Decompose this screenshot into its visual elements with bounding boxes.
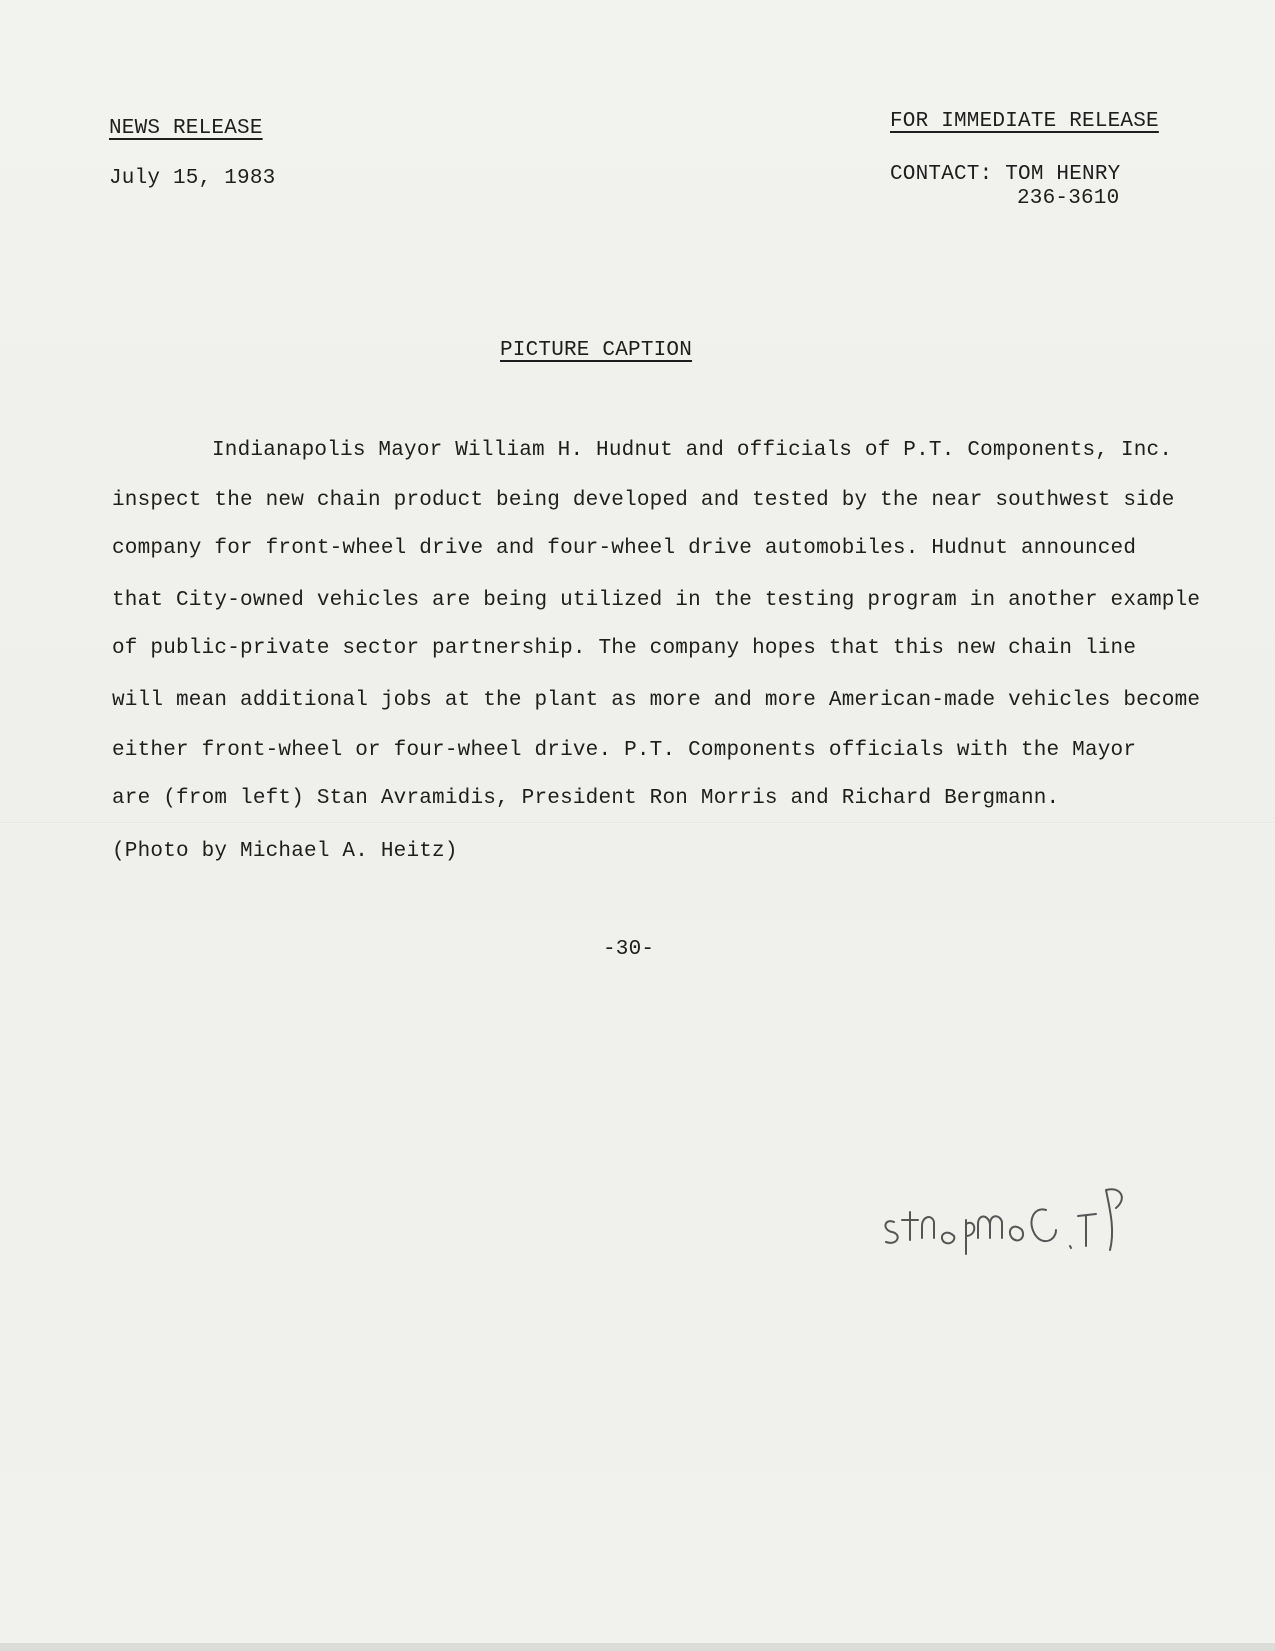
- handwritten-note: [810, 1150, 1140, 1270]
- paper-fold-line: [0, 822, 1275, 824]
- contact-name: CONTACT: TOM HENRY: [890, 163, 1121, 186]
- immediate-release-label: FOR IMMEDIATE RELEASE: [890, 110, 1159, 133]
- body-line: inspect the new chain product being developed and tested by the near southwest side: [112, 489, 1175, 512]
- body-line: either front-wheel or four-wheel drive. P.T. Components officials with the Mayor: [112, 739, 1137, 762]
- body-line: will mean additional jobs at the plant as more and more American-made vehicles become: [112, 689, 1201, 712]
- release-date: July 15, 1983: [109, 167, 276, 190]
- body-line: are (from left) Stan Avramidis, President Ron Morris and Richard Bergmann.: [112, 787, 1060, 810]
- body-line: company for front-wheel drive and four-wheel drive automobiles. Hudnut announced: [112, 537, 1137, 560]
- photo-credit: (Photo by Michael A. Heitz): [112, 840, 458, 863]
- contact-phone: 236-3610: [1017, 187, 1120, 210]
- body-line: Indianapolis Mayor William H. Hudnut and officials of P.T. Components, Inc.: [212, 439, 1173, 462]
- body-line: that City-owned vehicles are being utilized in the testing program in another example: [112, 589, 1201, 612]
- end-mark: -30-: [603, 938, 655, 961]
- scan-bottom-edge: [0, 1643, 1275, 1651]
- caption-title: PICTURE CAPTION: [500, 339, 693, 362]
- body-line: of public-private sector partnership. The company hopes that this new chain line: [112, 637, 1137, 660]
- news-release-label: NEWS RELEASE: [109, 117, 263, 140]
